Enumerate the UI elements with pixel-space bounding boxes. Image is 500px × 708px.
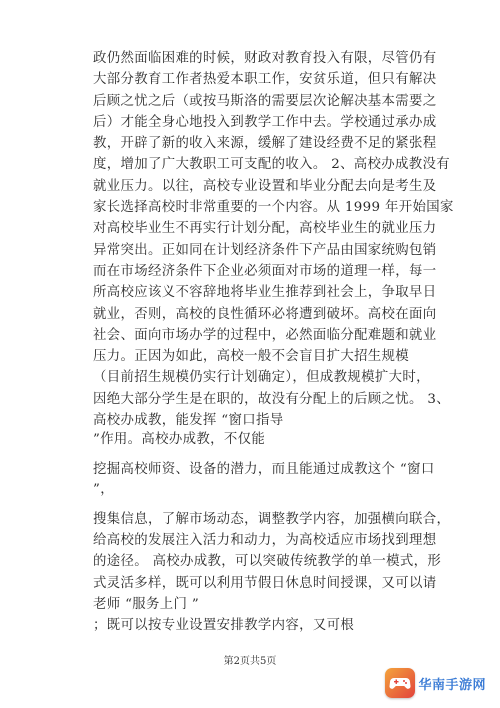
text-line: （目前招生规模仍实行计划确定），但成教规模扩大时， <box>93 370 430 386</box>
text-line: 因绝大部分学生是在职的，故没有分配上的后顾之忧。 3、 <box>93 391 450 407</box>
text-line: 后）才能全身心地投入到教学工作中去。学校通过承办成 <box>93 114 437 130</box>
page-number: 第2页共5页 <box>223 656 277 667</box>
text-line: 教，开辟了新的收入来源，缓解了建设经费不足的紧张程 <box>93 136 437 152</box>
text-line: 大部分教育工作者热爱本职工作，安贫乐道，但只有解决 <box>93 72 437 88</box>
text-line: 家长选择高校时非常重要的一个内容。从 1999 年开始国家 <box>93 200 454 216</box>
text-line: 政仍然面临困难的时候，财政对教育投入有限，尽管仍有 <box>93 51 437 66</box>
text-line: 而在市场经济条件下企业必须面对市场的道理一样，每一 <box>93 263 437 279</box>
text-line: 异常突出。正如同在计划经济条件下产品由国家统购包销 <box>93 242 437 258</box>
text-line: 挖掘高校师资、设备的潜力，而且能通过成教这个 “窗口 <box>93 462 435 478</box>
text-line: 压力。正因为如此，高校一般不会盲目扩大招生规模 <box>93 349 410 365</box>
body-text <box>93 48 454 636</box>
text-line: 的途径。 高校办成教，可以突破传统教学的单一模式，形 <box>93 554 442 570</box>
text-line: 给高校的发展注入活力和动力，为高校适应市场找到理想 <box>93 532 437 548</box>
text-line: ”， <box>93 481 114 497</box>
text-line: 搜集信息，了解市场动态，调整教学内容，加强横向联合， <box>93 511 451 527</box>
text-line: 就业，否则，高校的良性循环必将遭到破坏。高校在面向 <box>93 306 437 322</box>
text-line: 所高校应该义不容辞地将毕业生推荐到社会上，争取早日 <box>93 285 437 301</box>
text-line: 老师 “服务上门 ” <box>93 596 200 612</box>
text-line: ；既可以按专业设置安排教学内容，又可根 <box>93 618 355 634</box>
game-controller-icon <box>385 668 415 698</box>
watermark-text: 华南手游网 <box>418 677 486 693</box>
text-line: 社会、面向市场办学的过程中，必然面临分配难题和就业 <box>93 327 437 343</box>
text-line: 度，增加了广大教职工可支配的收入。 2、高校办成教没有 <box>93 157 450 173</box>
text-line: 后顾之忧之后（或按马斯洛的需要层次论解决基本需要之 <box>93 93 437 109</box>
text-line: ”作用。高校办成教，不仅能 <box>93 432 266 448</box>
site-watermark <box>385 668 486 698</box>
text-line: 式灵活多样，既可以利用节假日休息时间授课，又可以请 <box>93 575 437 591</box>
text-line: 高校办成教，能发挥 “窗口指导 <box>93 413 284 429</box>
text-line: 就业压力。以往，高校专业设置和毕业分配去向是考生及 <box>93 178 437 194</box>
text-line: 对高校毕业生不再实行计划分配，高校毕业生的就业压力 <box>93 221 437 237</box>
